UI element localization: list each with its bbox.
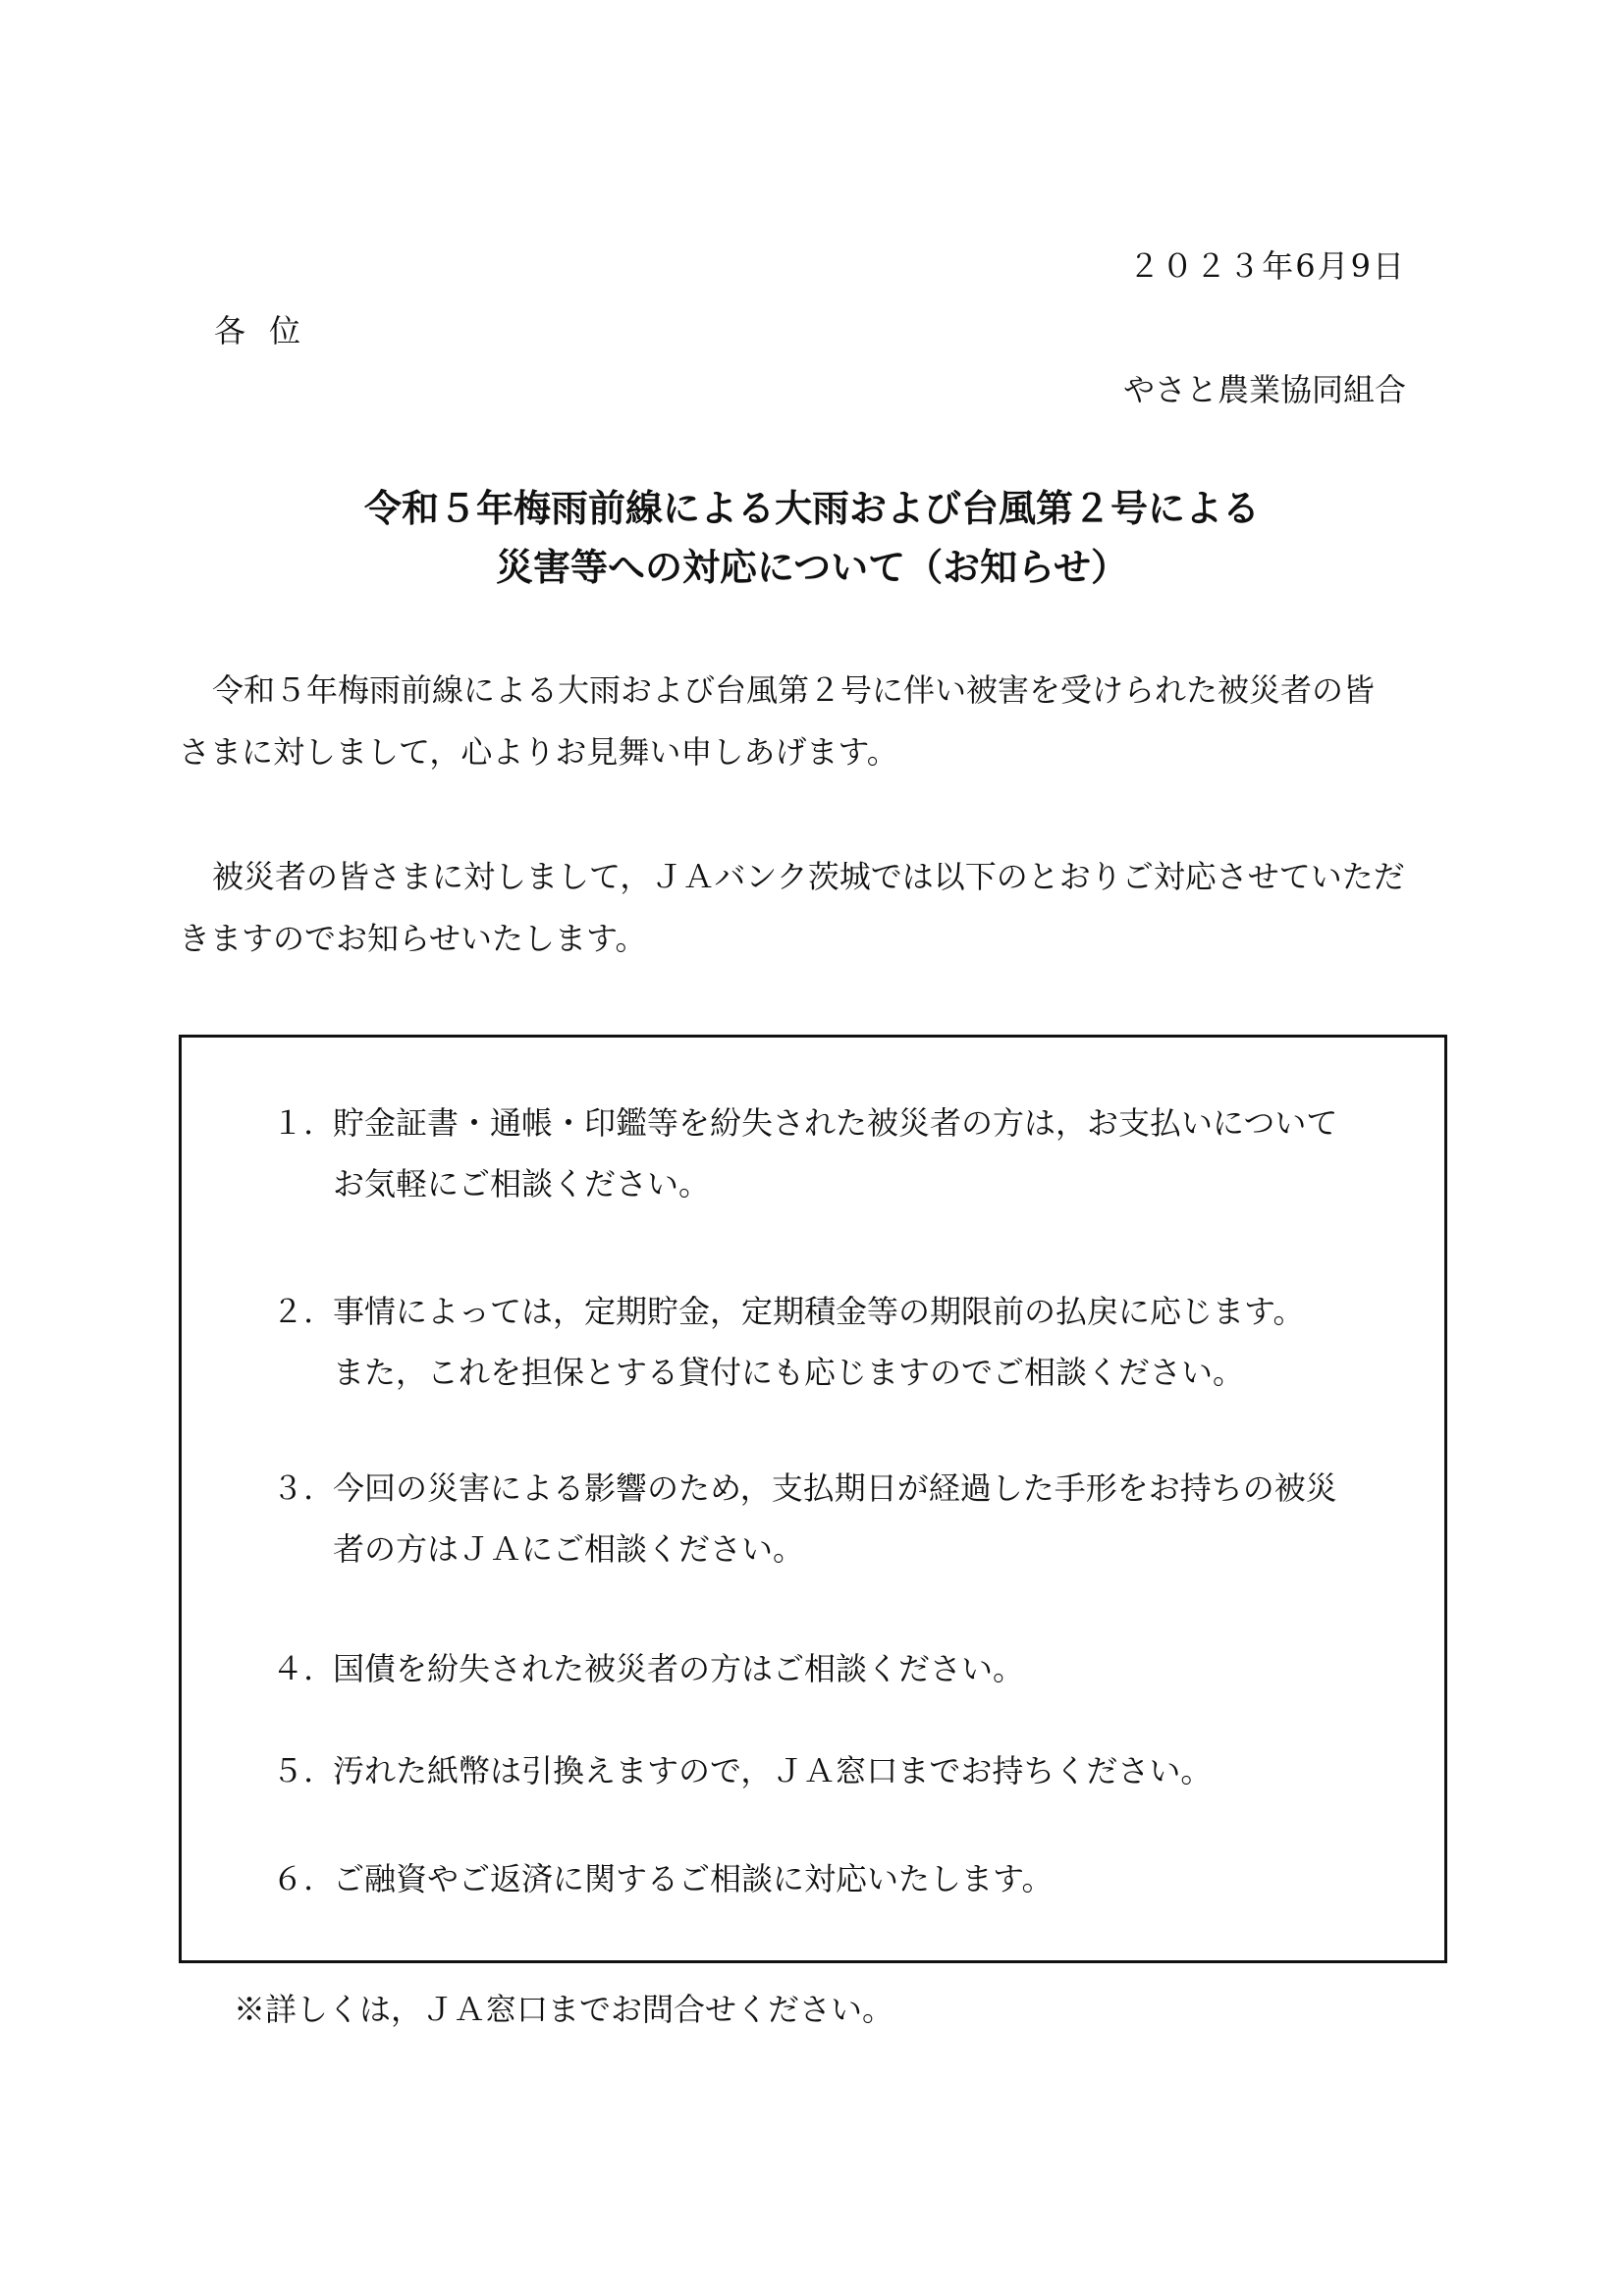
measure-text: 貯金証書・通帳・印鑑等を紛失された被災者の方は，お支払いについて bbox=[333, 1104, 1338, 1142]
title-line-1: 令和５年梅雨前線による大雨および台風第２号による bbox=[363, 487, 1260, 530]
document-date: ２０２３年6月9日 bbox=[1128, 247, 1406, 285]
intro-paragraph-2 bbox=[179, 846, 1455, 970]
measure-text-continued: また，これを担保とする貸付にも応じますのでご相談ください。 bbox=[333, 1354, 1245, 1391]
measure-number: ５. bbox=[272, 1752, 314, 1789]
measure-number: ６. bbox=[272, 1860, 314, 1897]
measure-text: 国債を紛失された被災者の方はご相談ください。 bbox=[333, 1650, 1025, 1687]
measure-text-continued: 者の方はＪＡにご相談ください。 bbox=[333, 1530, 805, 1568]
document-title bbox=[0, 479, 1624, 597]
intro-p2-line-2: きますのでお知らせいたします。 bbox=[179, 920, 647, 957]
intro-p2-line-1: 被災者の皆さまに対しまして，ＪＡバンク茨城では以下のとおりご対応させていただ bbox=[212, 858, 1405, 895]
sender-organization: やさと農業協同組合 bbox=[1122, 371, 1406, 408]
title-line-2: 災害等への対応について（お知らせ） bbox=[495, 546, 1129, 589]
measure-text: 今回の災害による影響のため，支払期日が経過した手形をお持ちの被災 bbox=[333, 1469, 1337, 1507]
measure-number: ２. bbox=[272, 1293, 314, 1330]
intro-paragraph-1 bbox=[179, 660, 1455, 783]
measure-number: ３. bbox=[272, 1469, 314, 1507]
footer-note: ※詳しくは，ＪＡ窓口までお問合せください。 bbox=[234, 1991, 894, 2028]
measures-box bbox=[179, 1035, 1447, 1963]
measure-text: 汚れた紙幣は引換えますので，ＪＡ窓口までお持ちください。 bbox=[333, 1752, 1213, 1789]
measure-item-3 bbox=[272, 1458, 1337, 1579]
intro-p1-line-1: 令和５年梅雨前線による大雨および台風第２号に伴い被害を受けられた被災者の皆 bbox=[212, 671, 1376, 709]
measure-item-4 bbox=[272, 1638, 1024, 1699]
measure-item-2 bbox=[272, 1281, 1304, 1403]
measure-text: 事情によっては，定期貯金，定期積金等の期限前の払戻に応じます。 bbox=[333, 1293, 1305, 1330]
measure-text: ご融資やご返済に関するご相談に対応いたします。 bbox=[333, 1860, 1054, 1897]
measure-item-1 bbox=[272, 1093, 1337, 1214]
measure-item-5 bbox=[272, 1740, 1212, 1801]
measure-number: １. bbox=[272, 1104, 314, 1142]
addressee: 各位 bbox=[214, 312, 325, 349]
measure-item-6 bbox=[272, 1848, 1053, 1909]
measure-text-continued: お気軽にご相談ください。 bbox=[333, 1165, 711, 1202]
intro-p1-line-2: さまに対しまして，心よりお見舞い申しあげます。 bbox=[179, 733, 898, 771]
measure-number: ４. bbox=[272, 1650, 314, 1687]
